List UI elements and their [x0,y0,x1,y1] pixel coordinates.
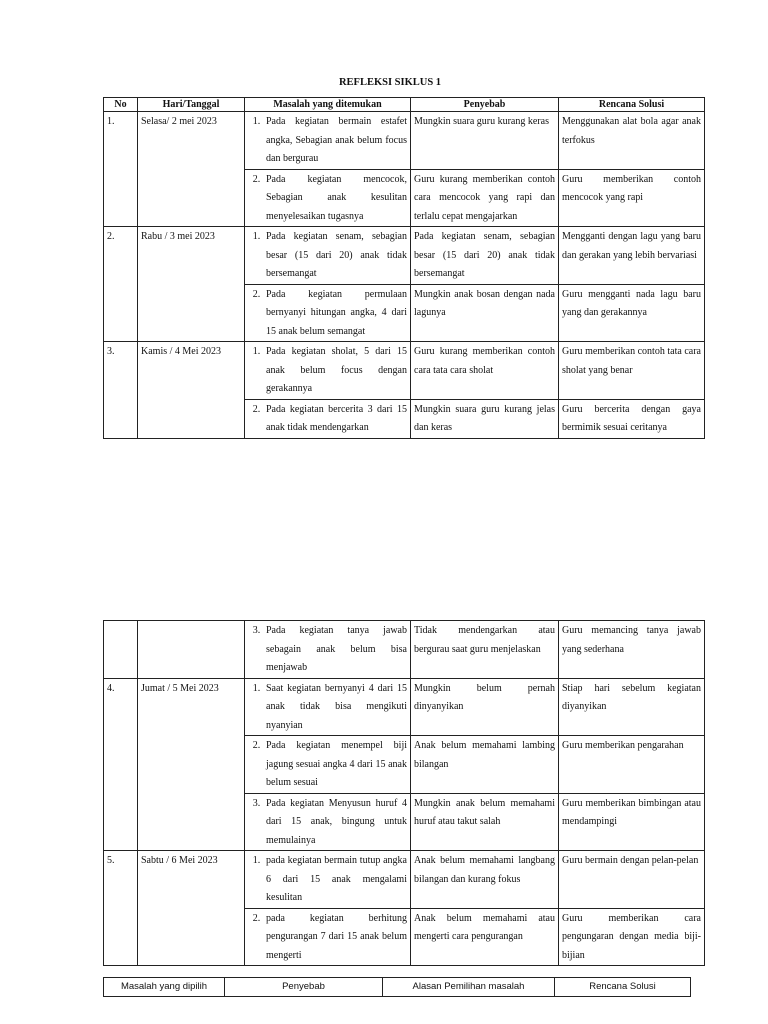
problem-text: Pada kegiatan sholat, 5 dari 15 anak belum focus dengan gerakannya [266,346,407,394]
problem-text: Pada kegiatan Menyusun huruf 4 dari 15 anak, bingung untuk memulainya [266,797,407,846]
problem-text: Pada kegiatan mencocok, Sebagian anak kesulitan menyelesaikan tugasnya [266,173,407,222]
cell-problem [245,112,411,170]
cell-day: Sabtu / 6 Mei 2023 [138,851,245,966]
problem-text: Pada kegiatan menempel biji jagung sesuai angka 4 dari 15 anak belum sesuai [266,740,407,788]
item-number: 1. [252,231,261,242]
table-row [104,227,705,285]
cell-no: 5. [104,851,138,966]
cell-problem [245,851,411,909]
cell-no: 4. [104,678,138,851]
header-solution: Rencana Solusi [555,978,691,997]
cell-solution: Guru bercerita dengan gaya bermimik sesuai ceritanya [559,399,705,438]
selected-problem-table [103,977,691,997]
header-selected-problem: Masalah yang dipilih [104,978,225,997]
problem-text: Pada kegiatan permulaan bernyanyi hitungan angka, 4 dari 15 anak belum semangat [266,288,407,337]
cell-cause: Mungkin belum pernah dinyanyikan [411,678,559,736]
cell-solution: Guru memberikan contoh tata cara sholat yang benar [559,342,705,400]
item-number: 1. [252,855,261,866]
cell-problem [245,342,411,400]
table-header-row [104,98,705,112]
header-reason: Alasan Pemilihan masalah [383,978,555,997]
table-row [104,851,705,909]
cell-day: Rabu / 3 mei 2023 [138,227,245,342]
cell-cause: Anak belum memahami atau mengerti cara pengurangan [411,908,559,966]
table-row [104,342,705,400]
cell-cause: Mungkin anak bosan dengan nada lagunya [411,284,559,342]
cell-no: 3. [104,342,138,439]
header-cause: Penyebab [225,978,383,997]
cell-day: Jumat / 5 Mei 2023 [138,678,245,851]
cell-solution: Guru memberikan pengarahan [559,736,705,794]
cell-solution: Mengganti dengan lagu yang baru dan gerakan yang lebih bervariasi [559,227,705,285]
problem-text: Saat kegiatan bernyanyi 4 dari 15 anak tidak bisa mengikuti nyanyian [266,682,407,731]
cell-solution: Menggunakan alat bola agar anak terfokus [559,112,705,170]
problem-text: pada kegiatan berhitung pengurangan 7 dari 15 anak belum mengerti [266,912,407,961]
cell-cause: Tidak mendengarkan atau bergurau saat guru menjelaskan [411,621,559,679]
item-number: 3. [252,797,261,809]
cell-problem [245,678,411,736]
header-day: Hari/Tanggal [138,98,245,112]
table-row [104,621,705,679]
cell-solution: Guru memberikan bimbingan atau mendampingi [559,793,705,851]
header-no: No [104,98,138,112]
cell-problem [245,908,411,966]
cell-cause: Guru kurang memberikan contoh cara mencocok yang rapi dan terlalu cepat mengajarkan [411,169,559,227]
cell-solution: Guru memberikan contoh mencocok yang rapi [559,169,705,227]
cell-cause: Pada kegiatan senam, sebagian besar (15 dari 20) anak tidak bersemangat [411,227,559,285]
problem-text: Pada kegiatan bermain estafet angka, Sebagian anak belum focus dan bergurau [266,116,407,164]
cell-cause: Mungkin suara guru kurang keras [411,112,559,170]
cell-no: 1. [104,112,138,227]
header-cause: Penyebab [411,98,559,112]
item-number: 3. [252,625,261,636]
item-number: 2. [252,740,261,751]
cell-solution: Guru memancing tanya jawab yang sederhana [559,621,705,679]
cell-problem [245,621,411,679]
reflection-table-page1 [103,97,705,439]
table-row [104,112,705,170]
cell-cause: Anak belum memahami langbang bilangan dan kurang fokus [411,851,559,909]
problem-text: Pada kegiatan tanya jawab sebagain anak belum bisa menjawab [266,625,407,673]
item-number: 2. [252,403,261,415]
item-number: 1. [252,346,261,357]
item-number: 1. [252,682,261,694]
problem-text: Pada kegiatan senam, sebagian besar (15 dari 20) anak tidak bersemangat [266,231,407,279]
cell-day: Kamis / 4 Mei 2023 [138,342,245,439]
problem-text: Pada kegiatan bercerita 3 dari 15 anak tidak mendengarkan [266,403,407,433]
cell-day: Selasa/ 2 mei 2023 [138,112,245,227]
document-title: REFLEKSI SIKLUS 1 [338,77,442,88]
cell-solution: Guru memberikan cara pengungaran dengan media biji-bijian [559,908,705,966]
cell-solution: Guru mengganti nada lagu baru yang dan gerakannya [559,284,705,342]
header-solution: Rencana Solusi [559,98,705,112]
item-number: 2. [252,173,261,185]
cell-problem [245,793,411,851]
cell-day [138,621,245,679]
cell-problem [245,399,411,438]
problem-text: pada kegiatan bermain tutup angka 6 dari 15 anak mengalami kesulitan [266,855,407,903]
cell-solution: Stiap hari sebelum kegiatan diyanyikan [559,678,705,736]
cell-problem [245,736,411,794]
cell-problem [245,227,411,285]
item-number: 2. [252,288,261,300]
cell-solution: Guru bermain dengan pelan-pelan [559,851,705,909]
header-problem: Masalah yang ditemukan [245,98,411,112]
cell-problem [245,284,411,342]
cell-cause: Mungkin anak belum memahami huruf atau takut salah [411,793,559,851]
cell-cause: Anak belum memahami lambing bilangan [411,736,559,794]
table-header-row [104,978,691,997]
cell-no [104,621,138,679]
cell-problem [245,169,411,227]
cell-cause: Mungkin suara guru kurang jelas dan keras [411,399,559,438]
table-row [104,678,705,736]
cell-cause: Guru kurang memberikan contoh cara tata cara sholat [411,342,559,400]
cell-no: 2. [104,227,138,342]
reflection-table-page2 [103,620,705,966]
item-number: 1. [252,116,261,127]
item-number: 2. [252,912,261,924]
